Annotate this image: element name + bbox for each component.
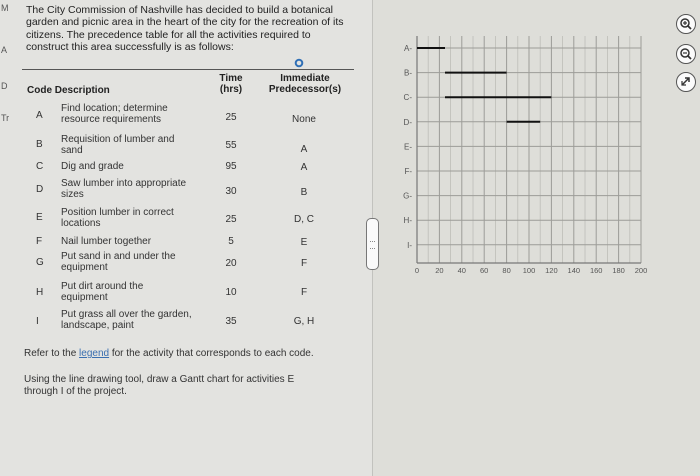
row-predecessor: D, C (294, 214, 314, 225)
gantt-x-tick-label: 60 (480, 266, 489, 275)
row-time: 25 (225, 214, 237, 225)
desc-line: landscape, paint (61, 320, 134, 331)
gantt-row-label: G- (403, 191, 412, 201)
intro-line: The City Commission of Nashville has decided to build a botanical (26, 4, 333, 16)
row-time: 25 (225, 112, 237, 123)
instruction-text: Refer to the (24, 348, 80, 359)
header-code-description: Code Description (27, 85, 110, 96)
reset-view-icon (677, 73, 695, 91)
header-time-line: Time (219, 73, 243, 84)
reset-view-button[interactable] (676, 72, 696, 92)
edge-letter: M (1, 3, 9, 13)
row-predecessor: None (292, 114, 316, 125)
row-code: G (36, 257, 44, 268)
intro-line: garden and picnic area in the heart of the city for the recreation of its (26, 16, 344, 29)
gantt-x-tick-label: 200 (634, 266, 648, 275)
row-predecessor: F (300, 287, 308, 298)
row-code: E (36, 212, 43, 223)
row-code: A (36, 110, 43, 121)
desc-line: sand (61, 145, 83, 156)
desc-line: Find location; determine (61, 103, 168, 114)
gantt-row-labels (403, 44, 412, 250)
gantt-row-label: E- (404, 142, 412, 152)
row-time: 10 (225, 287, 237, 298)
zoom-in-button[interactable] (676, 14, 696, 34)
row-code: D (36, 184, 44, 195)
header-time-line: (hrs) (219, 84, 243, 95)
gantt-x-tick-label: 0 (414, 266, 420, 275)
intro-line: construct this area successfully is as follows: (26, 41, 234, 54)
gantt-x-tick-label: 80 (502, 266, 511, 275)
row-time: 55 (225, 140, 237, 151)
row-code: H (36, 287, 44, 298)
desc-line: Put grass all over the garden, (61, 309, 192, 320)
gantt-x-tick-label: 100 (522, 266, 536, 275)
desc-line: locations (61, 218, 101, 229)
desc-line: sizes (61, 189, 84, 200)
gantt-grid (417, 36, 641, 263)
row-code: B (36, 139, 43, 150)
row-time: 95 (225, 161, 237, 172)
gantt-row-label: C- (403, 93, 412, 103)
gantt-row-label: I- (407, 240, 412, 250)
row-predecessor: A (300, 162, 308, 173)
header-pred-line: Immediate (280, 73, 330, 84)
zoom-in-icon (677, 15, 695, 33)
desc-line: Saw lumber into appropriate (61, 178, 187, 189)
gantt-x-tick-labels (415, 266, 647, 275)
row-predecessor: B (300, 187, 308, 198)
task-line: through I of the project. (24, 386, 127, 397)
gantt-row-label: B- (404, 68, 412, 78)
desc-line: equipment (61, 262, 108, 273)
gantt-row-label: D- (403, 117, 412, 127)
edge-letter: Tr (1, 113, 10, 123)
row-time: 35 (225, 316, 237, 327)
zoom-out-button[interactable] (676, 44, 696, 64)
row-time: 20 (225, 258, 237, 269)
row-code: F (36, 236, 43, 247)
desc-line: resource requirements (61, 114, 162, 125)
edge-letter: A (1, 45, 8, 55)
desc-line: Dig and grade (61, 161, 124, 172)
row-predecessor: G, H (293, 316, 315, 327)
row-predecessor: A (300, 144, 308, 155)
instruction-text: for the activity that corresponds to each code. (109, 348, 314, 359)
legend-link[interactable]: legend (79, 348, 110, 359)
row-predecessor: E (300, 237, 308, 248)
desc-line: Requisition of lumber and (61, 134, 175, 145)
desc-line: Position lumber in correct (61, 207, 174, 218)
row-code: I (36, 316, 39, 327)
header-pred-line: Predecessor(s) (268, 84, 342, 95)
gantt-x-tick-label: 160 (589, 266, 603, 275)
desc-line: Nail lumber together (61, 236, 152, 247)
gantt-row-label: H- (403, 216, 412, 226)
gantt-row-label: F- (404, 167, 412, 176)
gantt-x-tick-label: 140 (567, 266, 581, 275)
task-line: Using the line drawing tool, draw a Gantt chart for activities E (24, 374, 295, 385)
desc-line: equipment (61, 292, 108, 303)
desc-line: Put dirt around the (61, 281, 144, 292)
gantt-row-label: A- (404, 44, 412, 53)
row-code: C (36, 161, 44, 172)
row-time: 30 (225, 186, 237, 197)
intro-line: citizens. The precedence table for all the activities required to (26, 28, 311, 41)
row-predecessor: F (300, 258, 308, 269)
desc-line: Put sand in and under the (61, 251, 176, 262)
gantt-x-tick-label: 120 (545, 266, 558, 275)
gantt-x-tick-label: 180 (612, 266, 625, 275)
row-time: 5 (228, 236, 234, 247)
edge-letter: D (1, 81, 8, 91)
gantt-x-tick-label: 20 (435, 266, 444, 275)
gantt-x-tick-label: 40 (457, 266, 466, 275)
zoom-out-icon (677, 45, 695, 63)
